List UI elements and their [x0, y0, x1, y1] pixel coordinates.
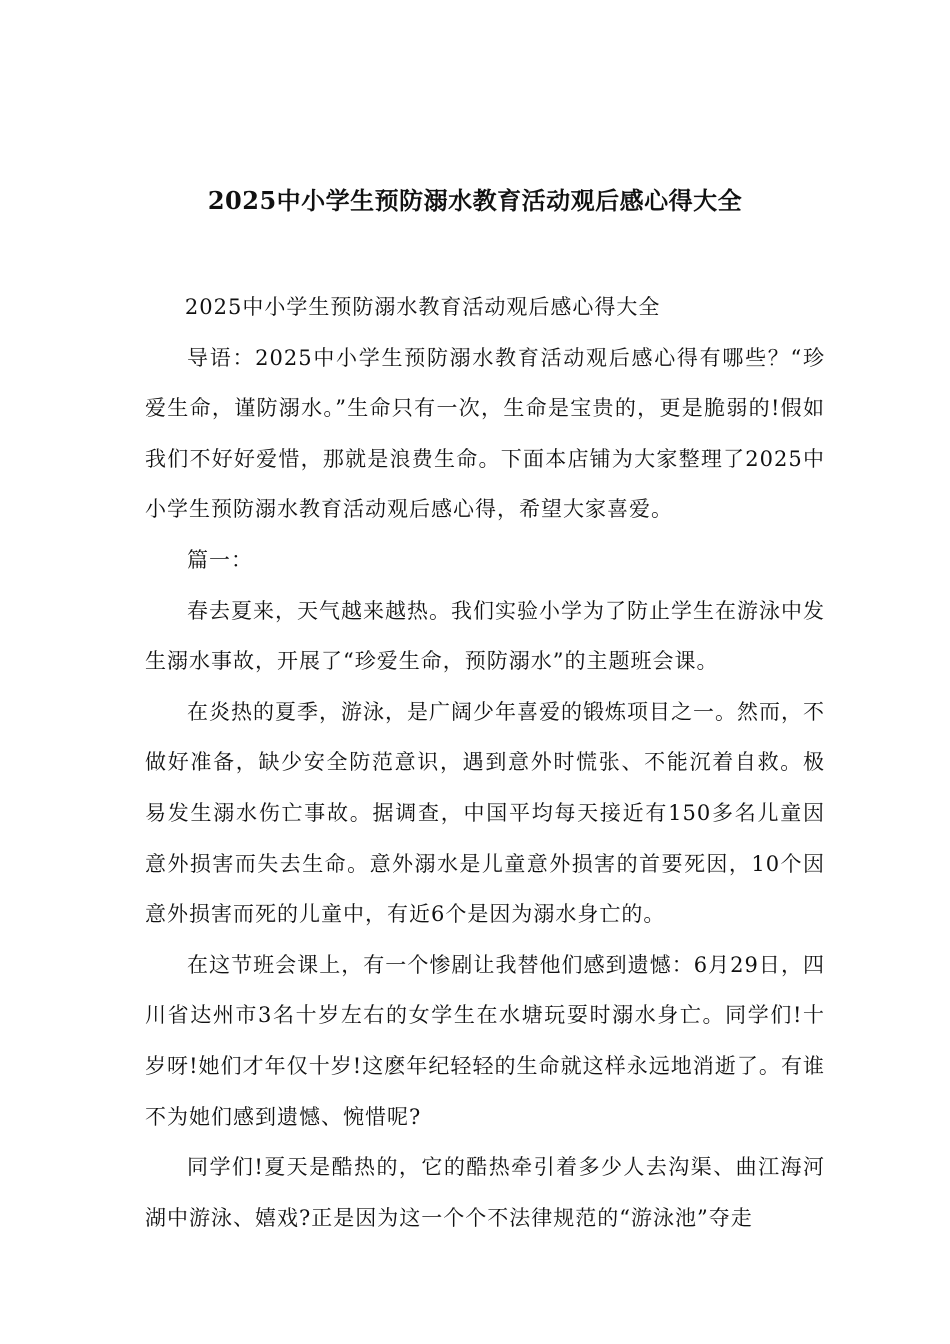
document-title: 2025中小学生预防溺水教育活动观后感心得大全 — [207, 186, 743, 215]
document-body — [145, 282, 825, 1243]
section-heading: 篇一： — [187, 547, 253, 572]
body-paragraph: 春去夏来，天气越来越热。我们实验小学为了防止学生在游泳中发生溺水事故，开展了“珍爱生命，预防溺水”的主题班会课。 — [145, 598, 825, 674]
body-paragraph: 在炎热的夏季，游泳，是广阔少年喜爱的锻炼项目之一。然而，不做好准备，缺少安全防范意识，遇到意外时慌张、不能沉着自救。极易发生溺水伤亡事故。据调查，中国平均每天接近有150多名儿童因意外损害而失去生命。意外溺水是儿童意外损害的首要死因，10个因意外损害而死的儿童中，有近6个是因为溺水身亡的。 — [145, 699, 825, 927]
body-paragraph: 同学们!夏天是酷热的，它的酷热牵引着多少人去沟渠、曲江海河湖中游泳、嬉戏?正是因为这一个个不法律规范的“游泳池”夺走 — [145, 1155, 825, 1230]
subtitle-paragraph: 2025中小学生预防溺水教育活动观后感心得大全 — [184, 295, 661, 319]
intro-paragraph: 导语：2025中小学生预防溺水教育活动观后感心得有哪些？“珍爱生命，谨防溺水。”生命只有一次，生命是宝贵的，更是脆弱的!假如我们不好好爱惜，那就是浪费生命。下面本店铺为大家整理了2025中小学生预防溺水教育活动观后感心得，希望大家喜爱。 — [145, 345, 825, 522]
body-paragraph: 在这节班会课上，有一个惨剧让我替他们感到遗憾：6月29日，四川省达州市3名十岁左右的女学生在水塘玩耍时溺水身亡。同学们!十岁呀!她们才年仅十岁!这麽年纪轻轻的生命就这样永远地消逝了。有谁不为她们感到遗憾、惋惜呢? — [145, 952, 825, 1129]
